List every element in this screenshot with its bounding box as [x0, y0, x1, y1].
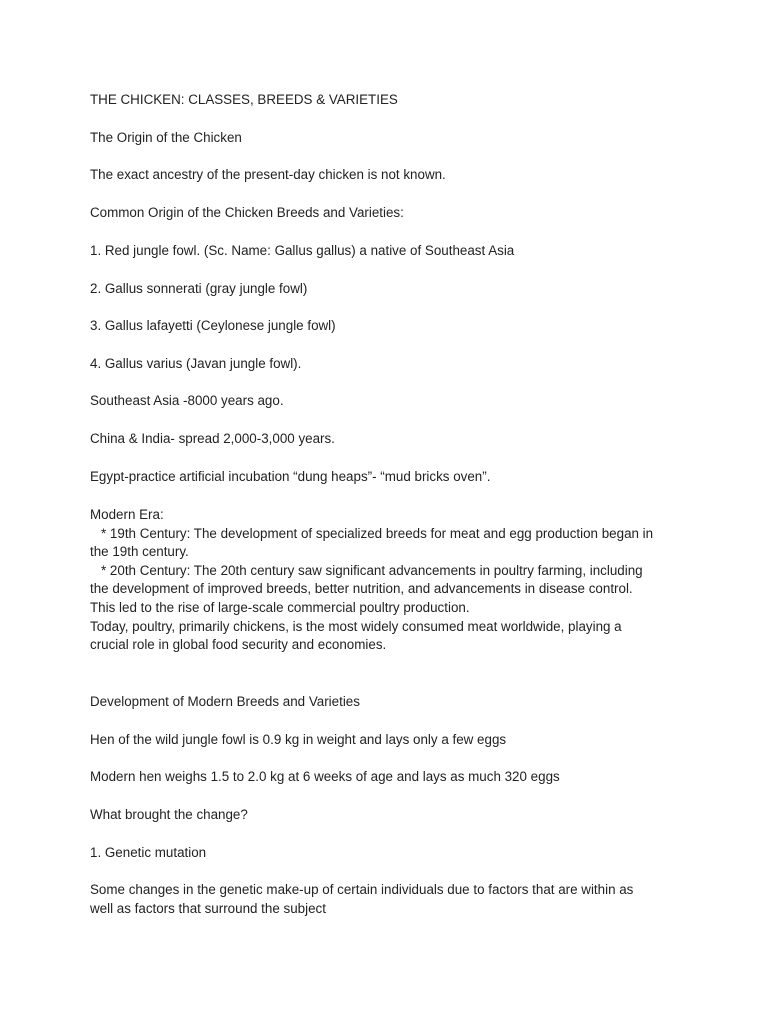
modern-era-line-7: crucial role in global food security and economies. [90, 637, 387, 653]
wild-hen-paragraph: Hen of the wild jungle fowl is 0.9 kg in weight and lays only a few eggs [90, 732, 507, 747]
ancestry-paragraph: The exact ancestry of the present-day chicken is not known. [90, 167, 446, 182]
genetic-mutation-heading: 1. Genetic mutation [90, 845, 207, 860]
origin-item-2: 2. Gallus sonnerati (gray jungle fowl) [90, 281, 308, 296]
modern-era-line-3: * 20th Century: The 20th century saw significant advancements in poultry farming, including [101, 562, 643, 578]
history-china-india: China & India- spread 2,000-3,000 years. [90, 431, 335, 446]
document-title: THE CHICKEN: CLASSES, BREEDS & VARIETIES [90, 92, 398, 107]
modern-era-heading: Modern Era: [90, 507, 164, 522]
modern-era-line-6: Today, poultry, primarily chickens, is the most widely consumed meat worldwide, playing a [90, 618, 622, 634]
modern-era-line-1: * 19th Century: The development of specialized breeds for meat and egg production began in [101, 525, 654, 541]
modern-era-line-5: This led to the rise of large-scale commercial poultry production. [90, 600, 470, 615]
genetic-line-1: Some changes in the genetic make-up of certain individuals due to factors that are within as [90, 882, 634, 897]
origin-item-3: 3. Gallus lafayetti (Ceylonese jungle fowl) [90, 318, 336, 333]
modern-hen-paragraph: Modern hen weighs 1.5 to 2.0 kg at 6 weeks of age and lays as much 320 eggs [90, 769, 560, 784]
origin-heading: The Origin of the Chicken [90, 130, 242, 145]
question-paragraph: What brought the change? [90, 807, 248, 822]
origin-item-1: 1. Red jungle fowl. (Sc. Name: Gallus gallus) a native of Southeast Asia [90, 243, 515, 258]
modern-era-line-4: the development of improved breeds, better nutrition, and advancements in disease control. [90, 581, 633, 597]
origin-item-4: 4. Gallus varius (Javan jungle fowl). [90, 356, 302, 371]
modern-era-line-2: the 19th century. [90, 544, 189, 560]
history-egypt: Egypt-practice artificial incubation “dung heaps”- “mud bricks oven”. [90, 469, 491, 484]
history-southeast-asia: Southeast Asia -8000 years ago. [90, 393, 284, 408]
genetic-line-2: well as factors that surround the subject [90, 900, 326, 916]
common-origin-heading: Common Origin of the Chicken Breeds and Varieties: [90, 205, 404, 220]
development-heading: Development of Modern Breeds and Varieties [90, 694, 360, 709]
